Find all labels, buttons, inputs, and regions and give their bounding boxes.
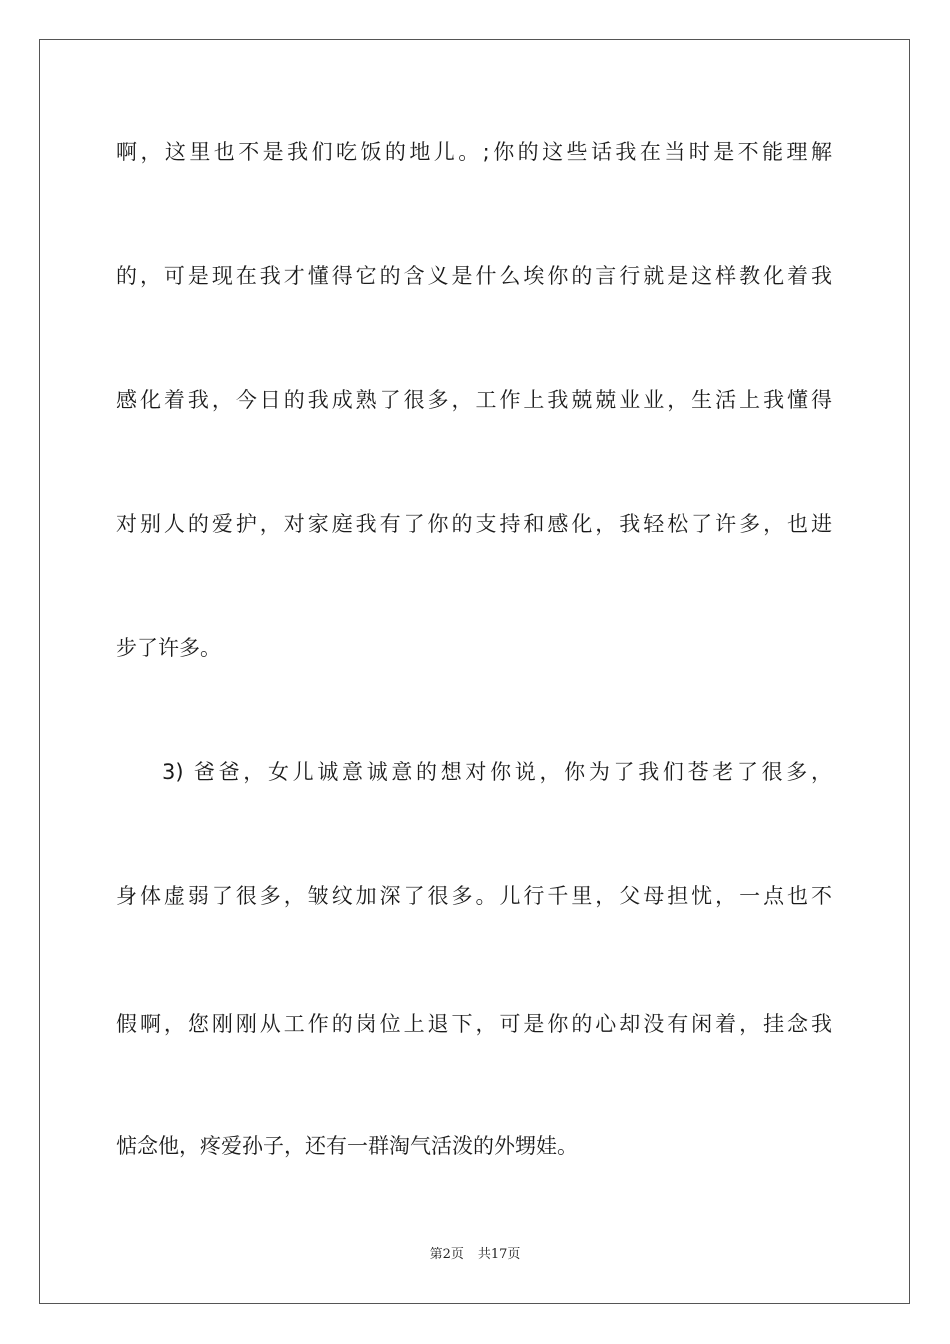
page-border — [39, 39, 910, 1304]
body-line-3: 感化着我，今日的我成熟了很多，工作上我兢兢业业，生活上我懂得 — [116, 388, 832, 412]
body-line-4: 对别人的爱护，对家庭我有了你的支持和感化，我轻松了许多，也进 — [116, 512, 832, 536]
page-footer — [0, 1248, 950, 1261]
body-line-7: 身体虚弱了很多，皱纹加深了很多。儿行千里，父母担忧，一点也不 — [116, 884, 832, 908]
body-line-1: 啊，这里也不是我们吃饭的地儿。;你的这些话我在当时是不能理解 — [116, 140, 832, 164]
footer-current-page: 第2页 — [429, 1247, 464, 1262]
body-line-2: 的，可是现在我才懂得它的含义是什么埃你的言行就是这样教化着我 — [116, 264, 832, 288]
body-line-6: 3) 爸爸，女儿诚意诚意的想对你说，你为了我们苍老了很多， — [162, 760, 832, 784]
body-line-9: 惦念他，疼爱孙子，还有一群淘气活泼的外甥娃。 — [116, 1134, 578, 1158]
footer-total-pages: 共17页 — [477, 1247, 521, 1262]
body-line-5: 步了许多。 — [116, 636, 221, 660]
body-line-8: 假啊，您刚刚从工作的岗位上退下，可是你的心却没有闲着，挂念我 — [116, 1012, 832, 1036]
